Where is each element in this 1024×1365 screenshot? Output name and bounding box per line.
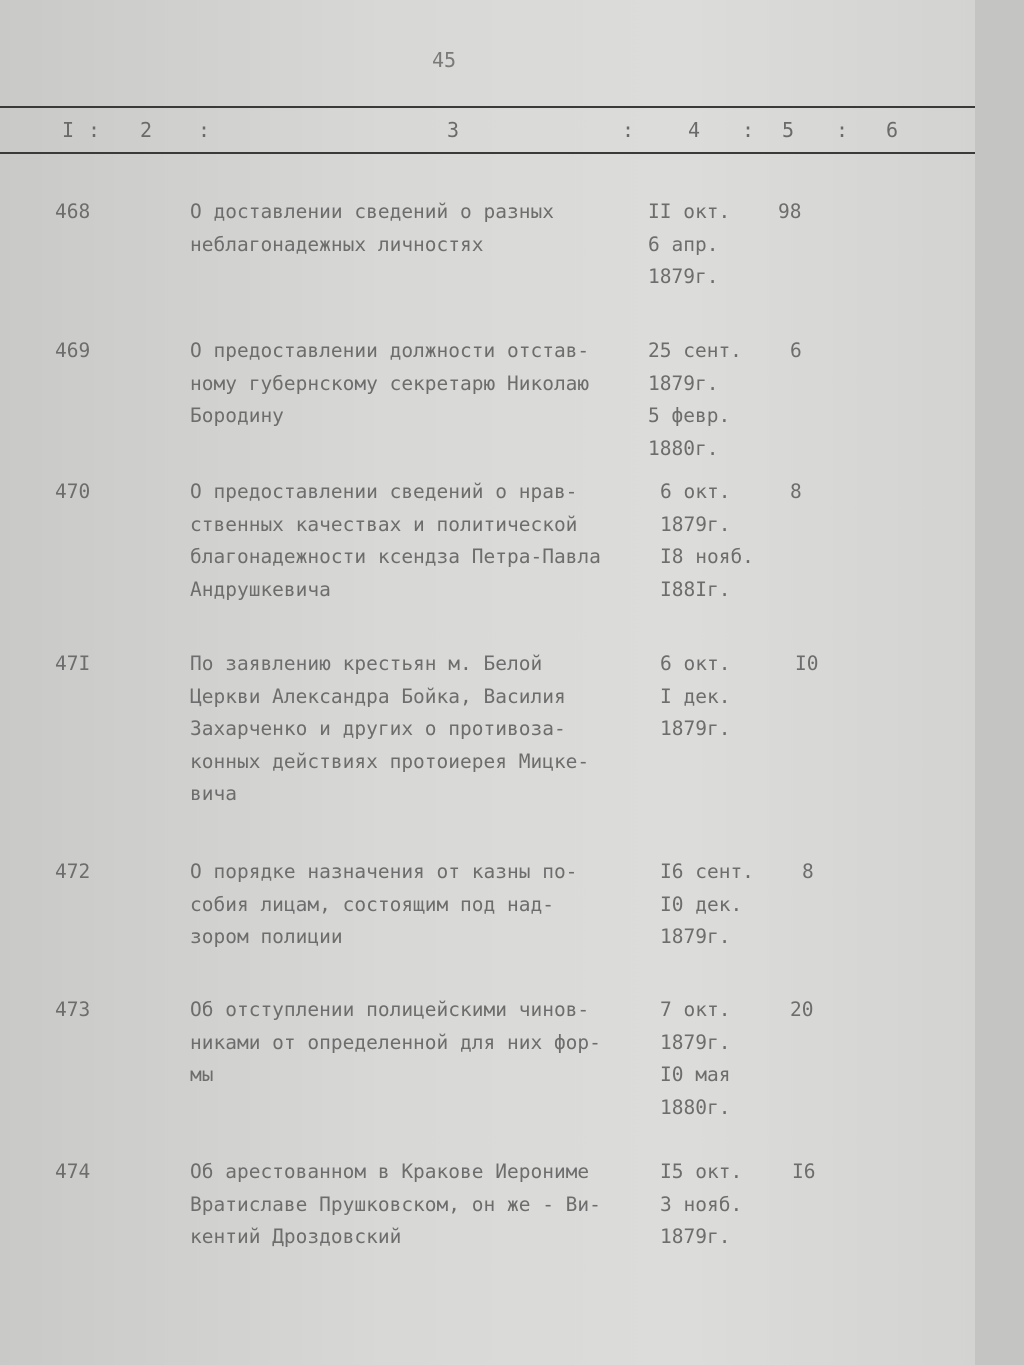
record-sheets: 8: [790, 480, 802, 503]
header-col-4: 4: [688, 118, 701, 142]
record-sheets: 20: [790, 998, 814, 1021]
record-dates: 25 сент. 1879г. 5 февр. 1880г.: [648, 339, 742, 460]
record-sheets: 98: [778, 200, 802, 223]
record-dates: I5 окт. 3 нояб. 1879г.: [660, 1160, 743, 1248]
header-col-2: 2: [140, 118, 153, 142]
record-dates: I6 сент. I0 дек. 1879г.: [660, 860, 754, 948]
header-sep-5: :: [836, 118, 849, 142]
record-sheets: I0: [795, 652, 819, 675]
record-dates: 6 окт. I дек. 1879г.: [660, 652, 731, 740]
header-rule-bottom: [0, 152, 975, 154]
record-number: 47I: [55, 652, 91, 675]
header-sep-1: :: [88, 118, 101, 142]
record-dates: 6 окт. 1879г. I8 нояб. I88Iг.: [660, 480, 754, 601]
record-title: Об арестованном в Кракове Иерониме Вратиславе Прушковском, он же - Ви- кентий Дроздовский: [190, 1160, 601, 1248]
record-dates: 7 окт. 1879г. I0 мая 1880г.: [660, 998, 731, 1119]
record-sheets: 8: [802, 860, 814, 883]
page-edge: [975, 0, 1024, 1365]
header-col-3: 3: [447, 118, 460, 142]
record-number: 468: [55, 200, 91, 223]
record-dates: II окт. 6 апр. 1879г.: [648, 200, 731, 288]
record-title: О предоставлении сведений о нрав- ственных качествах и политической благонадежности ксендза Петра-Павла Андрушкевича: [190, 480, 601, 601]
header-col-6: 6: [886, 118, 899, 142]
record-title: Об отступлении полицейскими чинов- никами от определенной для них фор- мы: [190, 998, 601, 1086]
record-sheets: 6: [790, 339, 802, 362]
header-col-1: I: [62, 118, 75, 142]
header-sep-3: :: [622, 118, 635, 142]
record-title: О предоставлении должности отстав- ному губернскому секретарю Николаю Бородину: [190, 339, 590, 427]
header-rule-top: [0, 106, 975, 108]
record-number: 469: [55, 339, 91, 362]
record-sheets: I6: [792, 1160, 816, 1183]
record-title: По заявлению крестьян м. Белой Церкви Александра Бойка, Василия Захарченко и других о противоза- конных действиях протоиерея Мицке- вича: [190, 652, 590, 805]
header-col-5: 5: [782, 118, 795, 142]
header-sep-2: :: [198, 118, 211, 142]
record-title: О доставлении сведений о разных неблагонадежных личностях: [190, 200, 554, 256]
record-number: 474: [55, 1160, 91, 1183]
record-number: 470: [55, 480, 91, 503]
record-title: О порядке назначения от казны по- собия лицам, состоящим под над- зором полиции: [190, 860, 578, 948]
record-number: 473: [55, 998, 91, 1021]
page-number: 45: [432, 48, 457, 72]
header-sep-4: :: [742, 118, 755, 142]
record-number: 472: [55, 860, 91, 883]
